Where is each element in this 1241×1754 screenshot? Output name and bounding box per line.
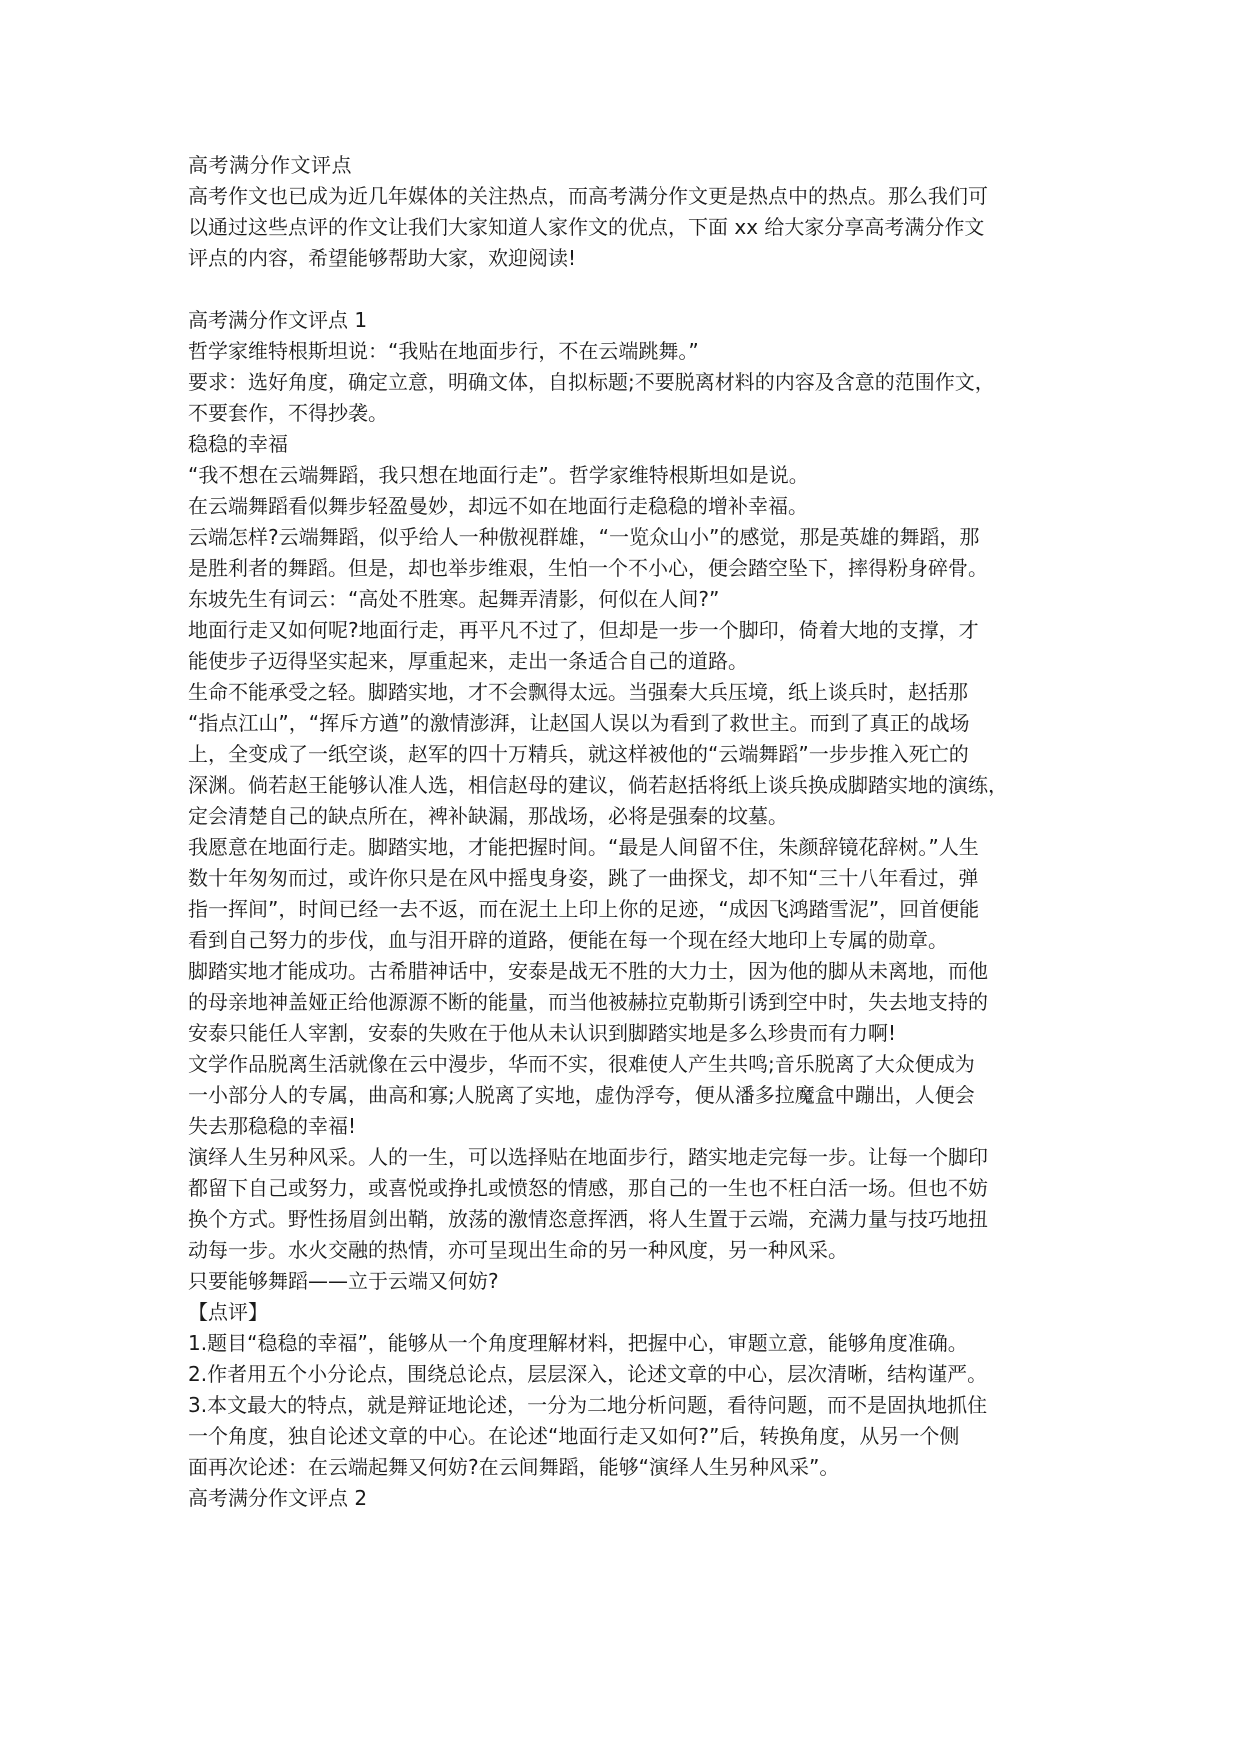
intro-paragraph — [188, 181, 1068, 274]
text-line: 深渊。倘若赵王能够认准人选，相信赵母的建议，倘若赵括将纸上谈兵换成脚踏实地的演练， — [188, 773, 1008, 797]
section-heading-1: 高考满分作文评点 1 — [188, 308, 368, 332]
intro-line: 评点的内容，希望能够帮助大家，欢迎阅读! — [188, 246, 577, 270]
text-line: 文学作品脱离生活就像在云中漫步，华而不实，很难使人产生共鸣;音乐脱离了大众便成为 — [188, 1052, 975, 1076]
comment-line: 一个角度，独自论述文章的中心。在论述“地面行走又如何?”后，转换角度，从另一个侧 — [188, 1424, 960, 1448]
comment-line: 1.题目“稳稳的幸福”，能够从一个角度理解材料，把握中心，审题立意，能够角度准确。 — [188, 1331, 968, 1355]
text-line: 在云端舞蹈看似舞步轻盈曼妙，却远不如在地面行走稳稳的增补幸福。 — [188, 494, 808, 518]
text-line: “指点江山”，“挥斥方遒”的激情澎湃，让赵国人误以为看到了救世主。而到了真正的战场 — [188, 711, 970, 735]
text-line: 是胜利者的舞蹈。但是，却也举步维艰，生怕一个不小心，便会踏空坠下，摔得粉身碎骨。 — [188, 556, 988, 580]
text-line: 看到自己努力的步伐，血与泪开辟的道路，便能在每一个现在经大地印上专属的勋章。 — [188, 928, 948, 952]
text-line: 脚踏实地才能成功。古希腊神话中，安泰是战无不胜的大力士，因为他的脚从未离地，而他 — [188, 959, 988, 983]
text-line: 安泰只能任人宰割，安泰的失败在于他从未认识到脚踏实地是多么珍贵而有力啊! — [188, 1021, 897, 1045]
text-line: 要求：选好角度，确定立意，明确文体，自拟标题;不要脱离材料的内容及含意的范围作文， — [188, 370, 995, 394]
text-line: 生命不能承受之轻。脚踏实地，才不会飘得太远。当强秦大兵压境，纸上谈兵时，赵括那 — [188, 680, 968, 704]
text-line: 动每一步。水火交融的热情，亦可呈现出生命的另一种风度，另一种风采。 — [188, 1238, 848, 1262]
text-line: 只要能够舞蹈——立于云端又何妨? — [188, 1269, 499, 1293]
comment-line: 2.作者用五个小分论点，围绕总论点，层层深入，论述文章的中心，层次清晰，结构谨严。 — [188, 1362, 988, 1386]
text-line: 失去那稳稳的幸福! — [188, 1114, 357, 1138]
essay-body — [188, 336, 1068, 1483]
text-line: 不要套作，不得抄袭。 — [188, 401, 388, 425]
comment-heading: 【点评】 — [188, 1300, 268, 1324]
text-line: 一小部分人的专属，曲高和寡;人脱离了实地，虚伪浮夸，便从潘多拉魔盒中蹦出，人便会 — [188, 1083, 975, 1107]
text-line: 定会清楚自己的缺点所在，裨补缺漏，那战场，必将是强秦的坟墓。 — [188, 804, 788, 828]
text-line: 换个方式。野性扬眉剑出鞘，放荡的激情恣意挥洒，将人生置于云端，充满力量与技巧地扭 — [188, 1207, 988, 1231]
essay-title: 稳稳的幸福 — [188, 432, 288, 456]
text-line: 上，全变成了一纸空谈，赵军的四十万精兵，就这样被他的“云端舞蹈”一步步推入死亡的 — [188, 742, 969, 766]
text-line: 东坡先生有词云：“高处不胜寒。起舞弄清影，何似在人间?” — [188, 587, 720, 611]
text-line: 地面行走又如何呢?地面行走，再平凡不过了，但却是一步一个脚印，倚着大地的支撑，才 — [188, 618, 979, 642]
text-line: “我不想在云端舞蹈，我只想在地面行走”。哲学家维特根斯坦如是说。 — [188, 463, 809, 487]
text-line: 指一挥间”，时间已经一去不返，而在泥土上印上你的足迹，“成因飞鸿踏雪泥”，回首便能 — [188, 897, 980, 921]
section-heading-2: 高考满分作文评点 2 — [188, 1486, 368, 1510]
comment-line: 面再次论述：在云端起舞又何妨?在云间舞蹈，能够“演绎人生另种风采”。 — [188, 1455, 840, 1479]
intro-line: 以通过这些点评的作文让我们大家知道人家作文的优点，下面 xx 给大家分享高考满分作文 — [188, 215, 985, 239]
comment-line: 3.本文最大的特点，就是辩证地论述，一分为二地分析问题，看待问题，而不是固执地抓住 — [188, 1393, 988, 1417]
document-title: 高考满分作文评点 — [188, 153, 352, 177]
text-line: 数十年匆匆而过，或许你只是在风中摇曳身姿，跳了一曲探戈，却不知“三十八年看过，弹 — [188, 866, 979, 890]
blank-line — [188, 274, 1068, 305]
text-line: 我愿意在地面行走。脚踏实地，才能把握时间。“最是人间留不住，朱颜辞镜花辞树。”人生 — [188, 835, 979, 859]
text-line: 都留下自己或努力，或喜悦或挣扎或愤怒的情感，那自己的一生也不枉白活一场。但也不妨 — [188, 1176, 988, 1200]
document-page — [188, 150, 1068, 1514]
text-line: 的母亲地神盖娅正给他源源不断的能量，而当他被赫拉克勒斯引诱到空中时，失去地支持的 — [188, 990, 988, 1014]
text-line: 云端怎样?云端舞蹈，似乎给人一种傲视群雄，“一览众山小”的感觉，那是英雄的舞蹈，那 — [188, 525, 980, 549]
text-line: 哲学家维特根斯坦说：“我贴在地面步行，不在云端跳舞。” — [188, 339, 699, 363]
text-line: 演绎人生另种风采。人的一生，可以选择贴在地面步行，踏实地走完每一步。让每一个脚印 — [188, 1145, 988, 1169]
intro-line: 高考作文也已成为近几年媒体的关注热点，而高考满分作文更是热点中的热点。那么我们可 — [188, 184, 988, 208]
text-line: 能使步子迈得坚实起来，厚重起来，走出一条适合自己的道路。 — [188, 649, 748, 673]
